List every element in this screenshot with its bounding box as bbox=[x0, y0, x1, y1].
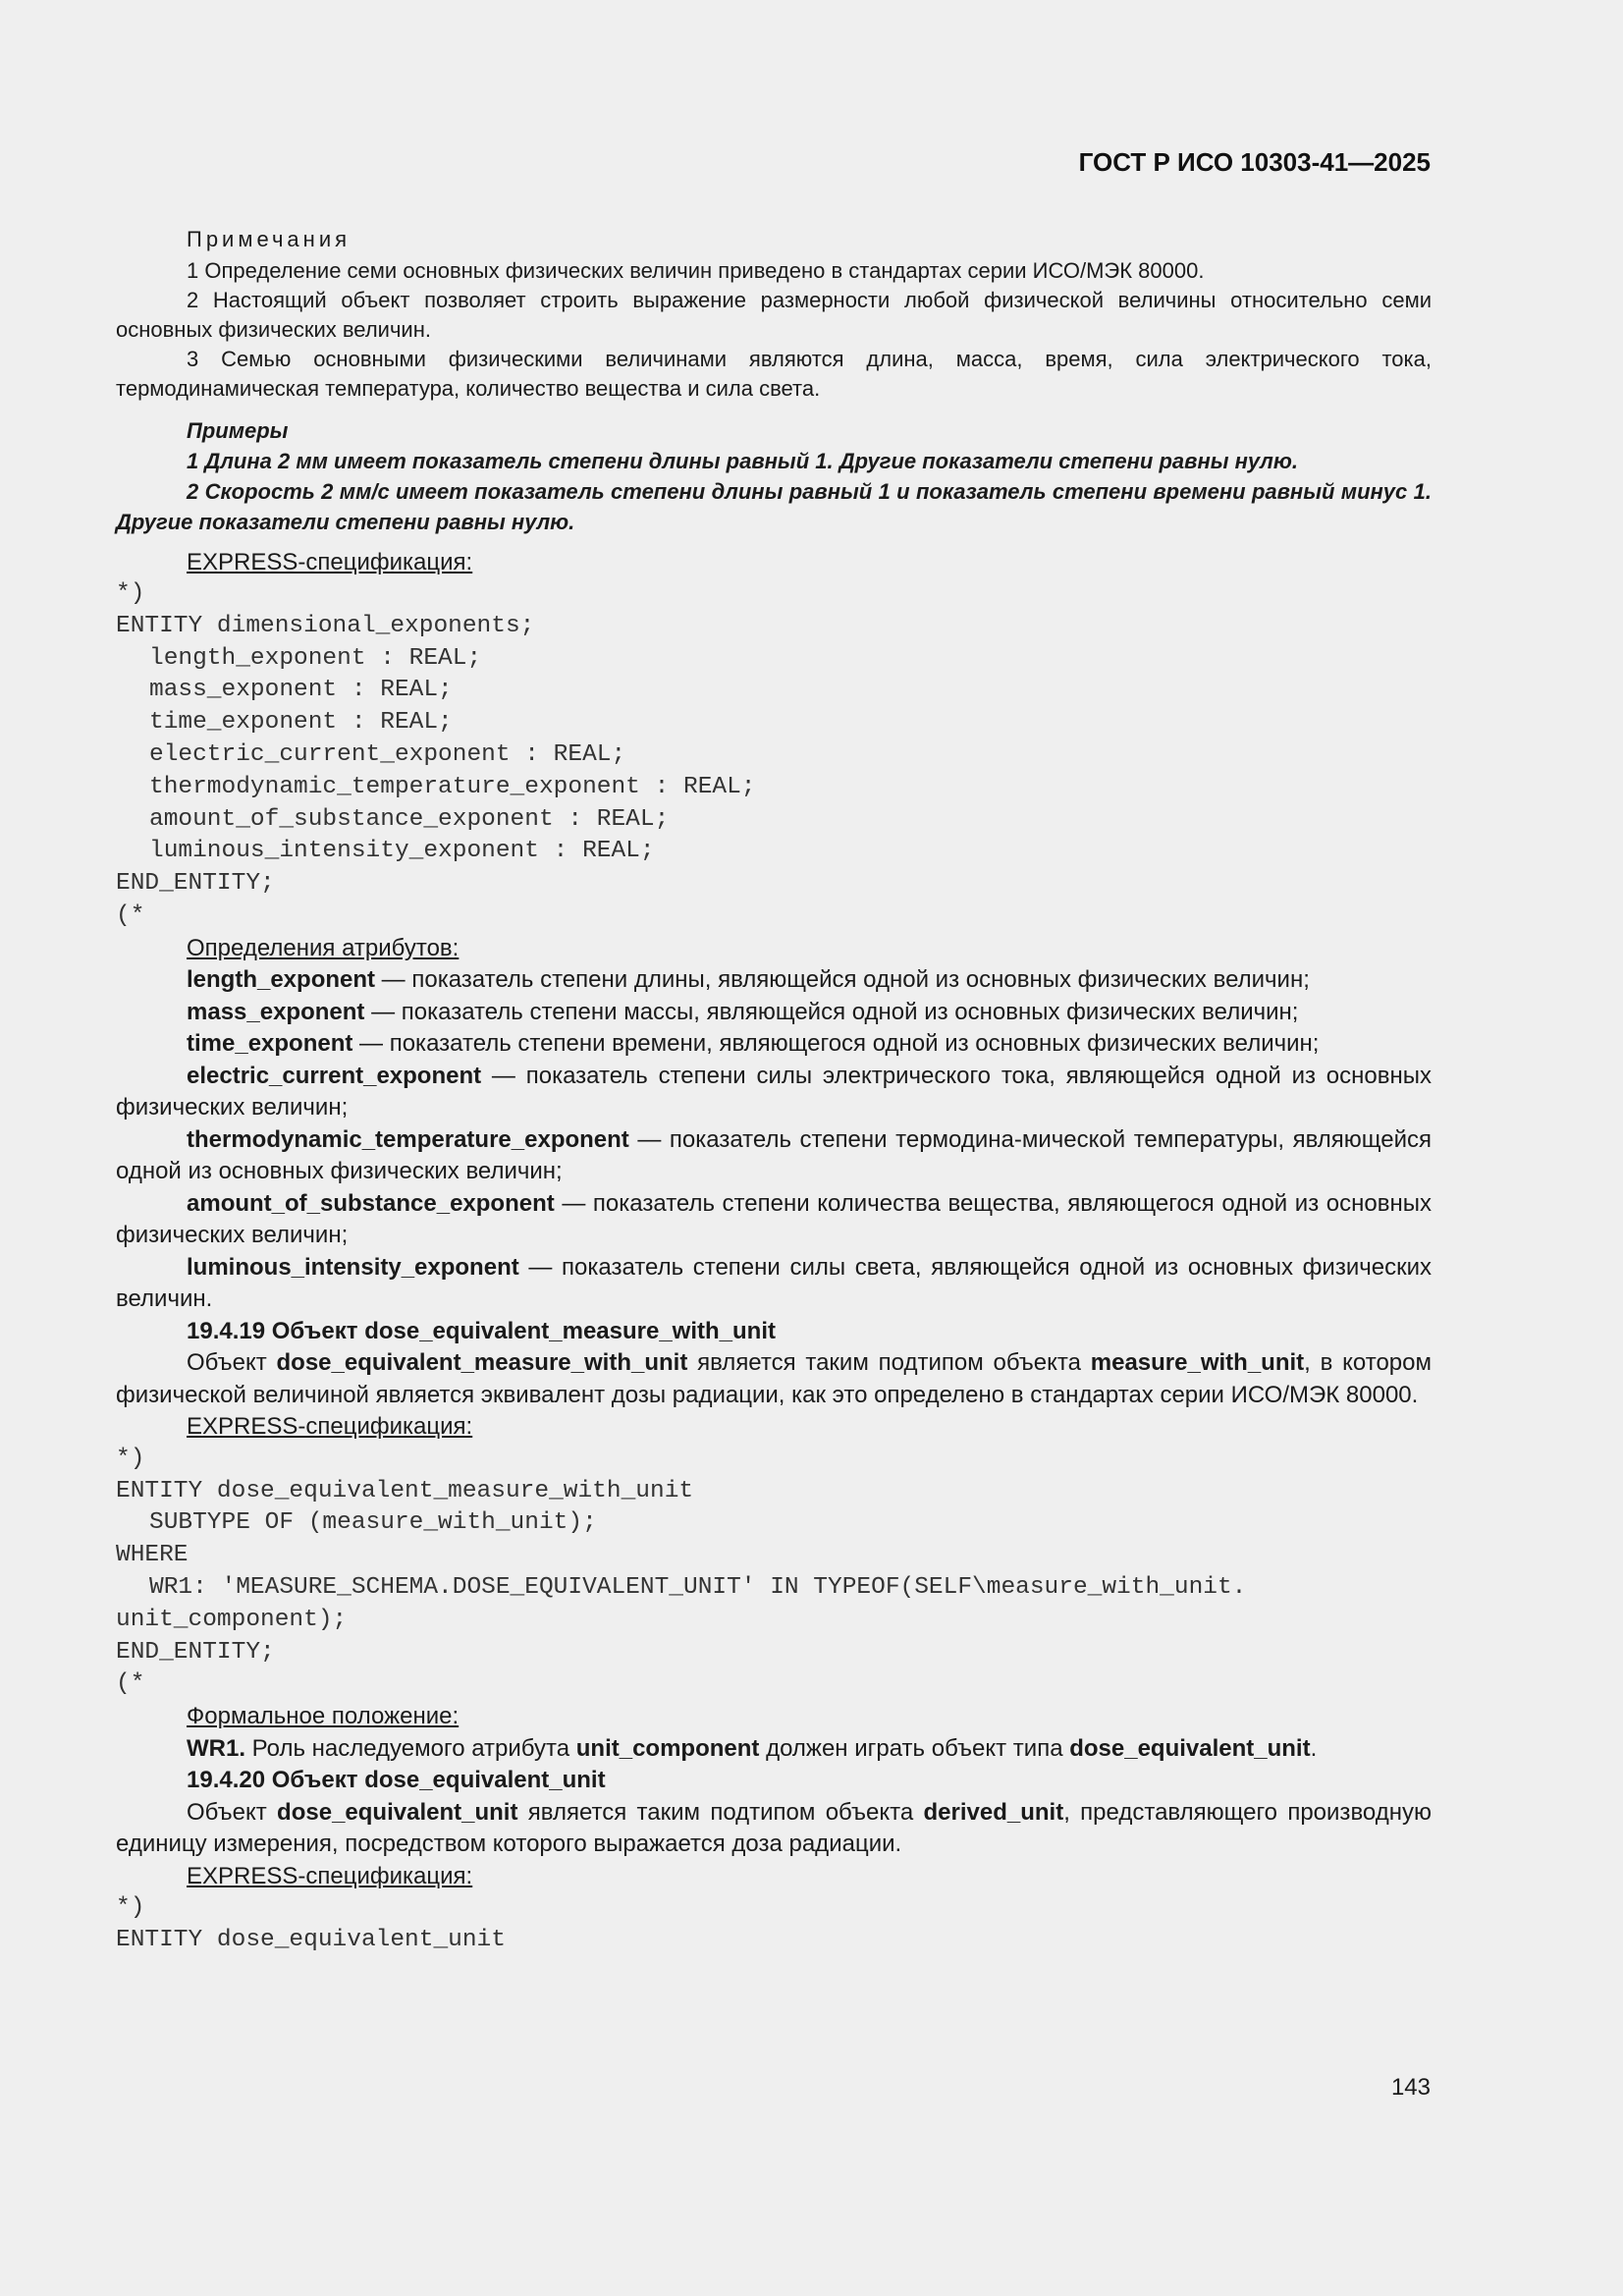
attr-def bbox=[116, 1124, 1432, 1188]
code-line: ENTITY dimensional_exponents; bbox=[116, 612, 535, 639]
section-paragraph bbox=[116, 1347, 1432, 1411]
code-line: WHERE bbox=[116, 1542, 189, 1569]
note-item: 2 Настоящий объект позволяет строить выражение размерности любой физической величины относительно семи основных физических величин. bbox=[116, 287, 1432, 342]
code-line: WR1: 'MEASURE_SCHEMA.DOSE_EQUIVALENT_UNIT' IN TYPEOF(SELF\measure_with_unit. bbox=[149, 1573, 1247, 1601]
code-line: time_exponent : REAL; bbox=[149, 709, 453, 737]
code-line: END_ENTITY; bbox=[116, 870, 275, 898]
code-line: length_exponent : REAL; bbox=[149, 644, 482, 672]
attr-def bbox=[116, 1188, 1432, 1252]
attr-desc: — показатель степени массы, являющейся одной из основных физических величин; bbox=[364, 998, 1299, 1025]
code-line: amount_of_substance_exponent : REAL; bbox=[149, 805, 670, 833]
entity-name: unit_component bbox=[575, 1734, 760, 1762]
attr-defs-title: Определения атрибутов: bbox=[187, 934, 460, 961]
attr-desc: — показатель степени времени, являющегося одной из основных физических величин; bbox=[352, 1030, 1320, 1058]
entity-name: measure_with_unit bbox=[1090, 1349, 1305, 1377]
code-line: thermodynamic_temperature_exponent : REAL; bbox=[149, 773, 756, 800]
attr-desc: — показатель степени длины, являющейся одной из основных физических величин; bbox=[375, 966, 1310, 994]
note-item: 1 Определение семи основных физических величин приведено в стандартах серии ИСО/МЭК 80000. bbox=[187, 257, 1205, 283]
text-run: , в котором физической величиной является эквивалент дозы радиации, как это определено в стандартах серии ИСО/МЭК 80000. bbox=[116, 1349, 1432, 1408]
entity-name: dose_equivalent_unit bbox=[277, 1798, 518, 1826]
example-item: 1 Длина 2 мм имеет показатель степени длины равный 1. Другие показатели степени равны нулю. bbox=[187, 448, 1298, 473]
document-header: ГОСТ Р ИСО 10303-41—2025 bbox=[1078, 147, 1431, 177]
examples-title: Примеры bbox=[187, 417, 289, 443]
attr-def bbox=[116, 1252, 1432, 1316]
attr-name: length_exponent bbox=[187, 966, 376, 994]
express-spec-label: EXPRESS-спецификация: bbox=[187, 1862, 473, 1889]
code-line: END_ENTITY; bbox=[116, 1638, 275, 1666]
code-line: *) bbox=[116, 580, 145, 607]
text-run: является таким подтипом объекта bbox=[687, 1349, 1091, 1377]
code-line: luminous_intensity_exponent : REAL; bbox=[149, 838, 655, 865]
text-run: Объект bbox=[187, 1798, 278, 1826]
formal-rule bbox=[116, 1733, 1432, 1766]
text-run: Объект bbox=[187, 1349, 277, 1377]
code-line: unit_component); bbox=[116, 1606, 348, 1633]
attr-def bbox=[116, 1061, 1432, 1124]
section-heading-text: 19.4.19 Объект dose_equivalent_measure_with_unit bbox=[187, 1317, 776, 1344]
express-spec-label: EXPRESS-спецификация: bbox=[187, 1413, 473, 1441]
entity-name: derived_unit bbox=[923, 1798, 1064, 1826]
attr-name: amount_of_substance_exponent bbox=[187, 1189, 555, 1217]
attr-name: thermodynamic_temperature_exponent bbox=[187, 1125, 629, 1153]
example-item: 2 Скорость 2 мм/с имеет показатель степени длины равный 1 и показатель степени времени равный минус 1. Другие показатели степени равны нулю. bbox=[116, 478, 1432, 534]
attr-def bbox=[116, 1028, 1432, 1061]
notes-title: Примечания bbox=[187, 227, 352, 251]
attr-def bbox=[116, 997, 1432, 1029]
text-run: должен играть объект типа bbox=[759, 1734, 1070, 1762]
text-run: является таким подтипом объекта bbox=[517, 1798, 924, 1826]
attr-name: mass_exponent bbox=[187, 998, 365, 1025]
page-number: 143 bbox=[1390, 2074, 1431, 2101]
entity-name: dose_equivalent_unit bbox=[1069, 1734, 1311, 1762]
code-line: ENTITY dose_equivalent_unit bbox=[116, 1926, 506, 1953]
attr-name: time_exponent bbox=[187, 1030, 353, 1058]
text-run: Роль наследуемого атрибута bbox=[245, 1734, 576, 1762]
attr-def bbox=[116, 964, 1432, 997]
text-run: , представляющего производную единицу измерения, посредством которого выражается доза радиации. bbox=[116, 1798, 1432, 1858]
rule-label: WR1. bbox=[187, 1734, 245, 1762]
code-line: *) bbox=[116, 1445, 145, 1472]
section-heading bbox=[116, 1316, 1432, 1348]
formal-title: Формальное положение: bbox=[187, 1703, 460, 1730]
code-line: SUBTYPE OF (measure_with_unit); bbox=[149, 1509, 597, 1537]
express-spec-label: EXPRESS-спецификация: bbox=[187, 548, 473, 575]
code-line: electric_current_exponent : REAL; bbox=[149, 740, 626, 768]
attr-name: luminous_intensity_exponent bbox=[187, 1253, 519, 1281]
page-content bbox=[116, 224, 1432, 1957]
section-heading-text: 19.4.20 Объект dose_equivalent_unit bbox=[187, 1767, 606, 1794]
attr-desc: — показатель степени термодина-мической температуры, являющейся одной из основных физических величин; bbox=[116, 1125, 1432, 1185]
attr-desc: — показатель степени силы света, являющейся одной из основных физических величин. bbox=[116, 1253, 1432, 1313]
section-heading bbox=[116, 1765, 1432, 1797]
note-item: 3 Семью основными физическими величинами являются длина, масса, время, сила электрического тока, термодинамическая температура, количество вещества и сила света. bbox=[116, 346, 1432, 401]
code-line: ENTITY dose_equivalent_measure_with_unit bbox=[116, 1477, 694, 1504]
code-line: (* bbox=[116, 902, 145, 929]
attr-name: electric_current_exponent bbox=[187, 1062, 482, 1089]
entity-name: dose_equivalent_measure_with_unit bbox=[276, 1349, 688, 1377]
text-run: . bbox=[1310, 1734, 1318, 1762]
code-line: (* bbox=[116, 1670, 145, 1698]
code-line: mass_exponent : REAL; bbox=[149, 677, 453, 704]
code-line: *) bbox=[116, 1894, 145, 1922]
attr-desc: — показатель степени силы электрического тока, являющейся одной из основных физических величин; bbox=[116, 1062, 1432, 1121]
section-paragraph bbox=[116, 1797, 1432, 1861]
attr-desc: — показатель степени количества вещества, являющегося одной из основных физических величин; bbox=[116, 1189, 1432, 1249]
